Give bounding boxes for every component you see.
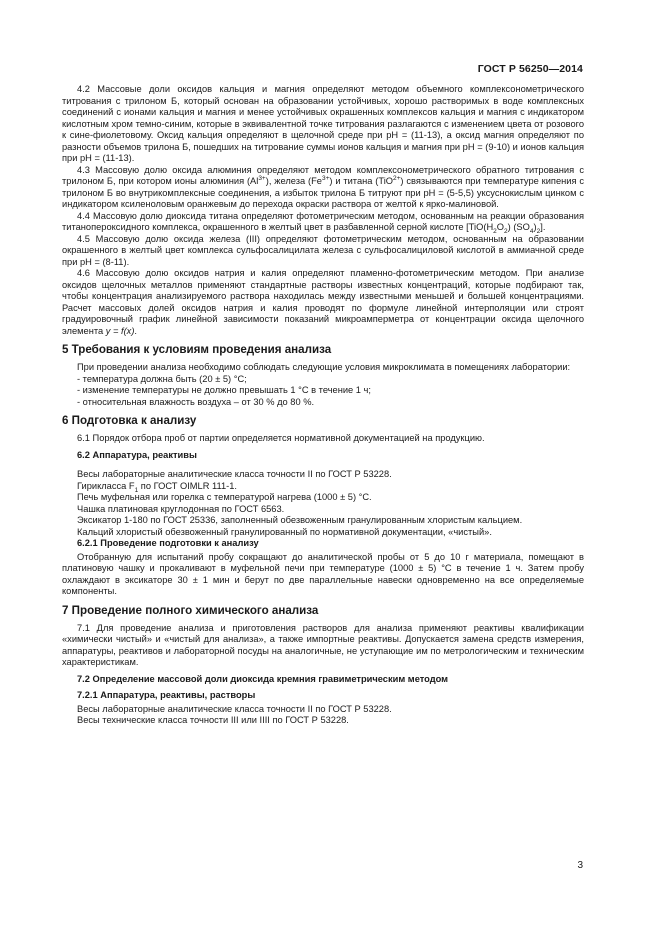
paragraph-5-intro: При проведении анализа необходимо соблюдать следующие условия микроклимата в помещениях лаборатории:	[77, 362, 571, 372]
section-heading-7: 7 Проведение полного химического анализа	[62, 603, 319, 617]
list-item: Гирикласса $F_1$ по ГОСТ OIMLR 111-1.	[77, 480, 237, 494]
page-number: 3	[577, 860, 583, 871]
document-body	[62, 84, 584, 727]
list-item: Весы лабораторные аналитические класса точности II по ГОСТ Р 53228.	[77, 469, 392, 479]
subsection-heading-7-2-1: 7.2.1 Аппаратура, реактивы, растворы	[77, 690, 256, 700]
paragraph-4-3: 4.3 Массовую долю оксида алюминия определяют методом комплексонометрического обратного титрования с трилоном Б, при котором ионы алюминия $(Al^{3+})$, железа $(Fe^{3+})$ и титана (TiO$^{2+}$) связываются при температуре кипения с трилоном Б во внутрикомплексные соединения, а избыток трилона Б титруют при pH = (5-5,5) уксуснокислым цинком с индикатором ксиленоловым оранжевым до перехода окраски раствора от желтой к ярко-малиновой.	[62, 164, 584, 209]
subsection-heading-6-2-1: 6.2.1 Проведение подготовки к анализу	[77, 538, 259, 548]
list-item: Чашка платиновая круглодонная по ГОСТ 6563.	[77, 503, 285, 514]
list-item: - относительная влажность воздуха – от 30 % до 80 %.	[77, 396, 315, 407]
paragraph-6-1: 6.1 Порядок отбора проб от партии определяется нормативной документацией на продукцию.	[77, 433, 485, 443]
paragraph-4-4: 4.4 Массовую долю диоксида титана определяют фотометрическим методом, основанным на реакции образования титанопероксидного комплекса, окрашенного в желтый цвет в разбавленной серной кислоте [$TiO(H_2O_2)$ $(SO_4)_2$].	[62, 210, 584, 235]
list-item: Печь муфельная или горелка с температурой нагрева (1000 ± 5) °C.	[77, 492, 372, 502]
list-item: Эксикатор 1-180 по ГОСТ 25336, заполненный обезвоженным гранулированным хлористым кальцием.	[77, 515, 523, 525]
list-item: Кальций хлористый обезвоженный гранулированный по нормативной документации, «чистый».	[77, 526, 492, 537]
paragraph-6-2-1: Отобранную для испытаний пробу сокращают до аналитической пробы от 5 до 10 г материала, помещают в платиновую чашку и прокаливают в муфельной печи при температуре (1000 ± 5) °C в течение 1 ч. Затем пробу охлаждают в эксикаторе 30 ± 1 мин и берут по две параллельные навески одновременно на все определяемые компоненты.	[62, 551, 584, 596]
list-item: - изменение температуры не должно превышать 1 °C в течение 1 ч;	[77, 385, 371, 395]
paragraph-7-1: 7.1 Для проведение анализа и приготовления растворов для анализа применяют реактивы квалификации «химически чистый» и «чистый для анализа», а также импортные реактивы. Допускается замена средств измерения, аппаратуры, реактивов и лабораторной посуды на аналогичные, не уступающие им по метрологическим и техническим характеристикам.	[62, 622, 584, 667]
list-item: - температура должна быть (20 ± 5) °C;	[77, 373, 247, 384]
list-item: Весы лабораторные аналитические класса точности II по ГОСТ Р 53228.	[77, 703, 392, 714]
subsection-heading-6-2: 6.2 Аппаратура, реактивы	[77, 449, 197, 460]
formula: y = f(x)	[105, 325, 135, 336]
section-heading-6: 6 Подготовка к анализу	[62, 414, 197, 427]
paragraph-4-6: 4.6 Массовую долю оксидов натрия и калия определяют пламенно-фотометрическим методом. При анализе оксидов щелочных металлов применяют стандартные растворы известных концентраций, которые подбирают так, чтобы концентрация анализируемого раствора находилась между известными меньшей и большей концентрациями. Расчет массовых долей оксидов натрия и калия проводят по формуле линейной интерполяции или строят градуировочный график линейной зависимости показаний микроамперметра от концентрации оксида щелочного элемента y = f(x).	[62, 268, 584, 336]
list-item: Весы технические класса точности III или IIII по ГОСТ Р 53228.	[77, 715, 349, 725]
paragraph-4-2: 4.2 Массовые доли оксидов кальция и магния определяют методом объемного комплексонометрического титрования с трилоном Б, который основан на образовании устойчивых, хорошо растворимых в воде комплексных соединений с ионами кальция и магния и менее устойчивых окрашенных комплексов кальция и магния с индикатором кислотным хром темно-синим, которые в эквивалентной точке титрования разлагаются с изменением цвета от розового к сине-фиолетовому. Оксид кальция определяют в щелочной среде при pH = (11-13), а оксид магния определяют по разности объемов трилона Б, пошедших на титрование суммы ионов кальция и магния при pH = (9-10) и ионов кальция при pH = (11-13).	[62, 84, 584, 163]
section-heading-5: 5 Требования к условиям проведения анализа	[62, 343, 332, 356]
paragraph-4-5: 4.5 Массовую долю оксида железа (III) определяют фотометрическим методом, основанным на образовании окрашенного в желтый цвет комплекса сульфосалицилата железа с сульфосалициловой кислотой в аммиачной среде при pH = (8-11).	[62, 233, 584, 267]
document-code: ГОСТ Р 56250—2014	[477, 63, 583, 75]
subsection-heading-7-2: 7.2 Определение массовой доли диоксида кремния гравиметрическим методом	[77, 673, 449, 684]
